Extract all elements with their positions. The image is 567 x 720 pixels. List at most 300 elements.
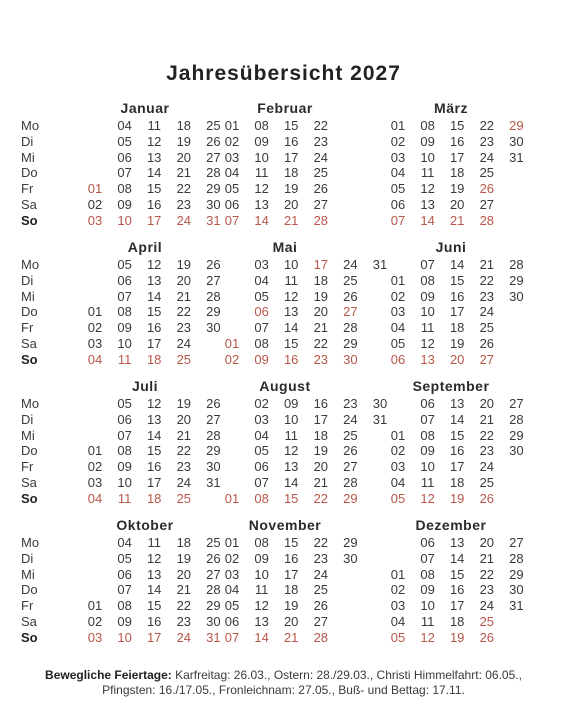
day-cell: 23 — [479, 582, 495, 598]
day-cell: 28 — [509, 411, 524, 427]
day-cell: 21 — [176, 427, 192, 443]
day-cell: 09 — [420, 133, 435, 149]
month-name: März — [434, 100, 468, 116]
day-cell: 20 — [176, 272, 192, 288]
day-cell: 01 — [224, 118, 240, 133]
day-cell: 14 — [254, 212, 269, 228]
day-cell: 11 — [147, 535, 161, 550]
day-cell: 13 — [146, 566, 162, 582]
day-cell: 08 — [254, 490, 269, 506]
month-name: Dezember — [415, 517, 487, 533]
day-cell: 08 — [254, 118, 269, 133]
day-cell: 16 — [146, 320, 162, 336]
day-cell: 14 — [254, 629, 269, 645]
day-cell: 09 — [117, 614, 132, 629]
day-cell: 18 — [176, 118, 192, 133]
day-cell: 13 — [146, 149, 162, 165]
day-cell: 27 — [479, 351, 495, 367]
day-cell: 29 — [509, 272, 524, 288]
day-cell: 12 — [146, 396, 162, 411]
month-2 — [336, 100, 526, 229]
day-cell: 25 — [313, 165, 329, 181]
day-cell: 10 — [117, 212, 132, 228]
weekday-label: Do — [21, 165, 38, 181]
day-cell: 05 — [117, 133, 132, 149]
day-cell: 27 — [313, 197, 329, 212]
day-cell: 26 — [206, 257, 221, 272]
day-cell: 06 — [117, 411, 132, 427]
day-cell: 08 — [254, 535, 269, 550]
month-11 — [336, 517, 526, 646]
day-cell: 17 — [283, 566, 299, 582]
weekday-label: Sa — [21, 614, 37, 629]
day-cell: 02 — [254, 396, 269, 411]
day-cell: 05 — [117, 550, 132, 566]
day-cell: 08 — [420, 272, 435, 288]
day-cell: 18 — [313, 272, 329, 288]
day-cell: 15 — [146, 443, 162, 459]
day-cell: 24 — [479, 459, 495, 475]
day-cell: 31 — [372, 257, 388, 272]
day-cell: 16 — [449, 133, 465, 149]
day-cell: 21 — [176, 288, 192, 304]
day-cell: 15 — [283, 535, 299, 550]
day-cell: 07 — [224, 629, 240, 645]
day-cell: 09 — [254, 351, 269, 367]
day-cell: 17 — [146, 336, 162, 351]
day-cell: 14 — [449, 411, 465, 427]
day-cell: 14 — [283, 475, 299, 490]
month-name: Juni — [435, 239, 467, 255]
day-cell: 13 — [283, 459, 299, 475]
day-cell: 09 — [420, 582, 435, 598]
day-cell: 15 — [146, 181, 162, 197]
day-cell: 08 — [420, 566, 435, 582]
day-cell: 23 — [343, 396, 358, 411]
weekday-label: So — [21, 212, 38, 228]
day-cell: 25 — [479, 320, 495, 336]
movable-holidays-note — [0, 668, 567, 698]
day-cell: 17 — [449, 459, 465, 475]
day-cell: 03 — [87, 336, 103, 351]
day-cell: 11 — [284, 427, 298, 443]
day-cell: 26 — [343, 288, 358, 304]
day-cell: 22 — [176, 181, 192, 197]
day-cell: 15 — [449, 118, 465, 133]
day-cell: 13 — [254, 197, 269, 212]
day-cell: 10 — [420, 149, 435, 165]
day-cell: 02 — [224, 550, 240, 566]
day-cell: 31 — [509, 149, 524, 165]
day-cell: 18 — [146, 490, 162, 506]
day-cell: 25 — [313, 582, 329, 598]
day-cell: 09 — [117, 197, 132, 212]
day-cell: 14 — [449, 550, 465, 566]
day-cell: 04 — [224, 165, 240, 181]
weekday-label: Mo — [21, 118, 40, 133]
day-cell: 17 — [283, 149, 299, 165]
day-cell: 17 — [313, 257, 329, 272]
day-cell: 27 — [343, 459, 358, 475]
day-cell: 19 — [313, 443, 329, 459]
day-cell: 11 — [254, 582, 269, 598]
day-cell: 12 — [420, 181, 435, 197]
day-cell: 20 — [283, 197, 299, 212]
day-cell: 14 — [146, 165, 162, 181]
day-cell: 15 — [146, 304, 162, 320]
weekday-label: Di — [21, 272, 34, 288]
day-cell: 19 — [176, 257, 192, 272]
day-cell: 07 — [390, 212, 406, 228]
day-cell: 19 — [176, 550, 192, 566]
weekday-label: Do — [21, 582, 38, 598]
weekday-label: Sa — [21, 336, 37, 351]
day-cell: 20 — [176, 411, 192, 427]
weekday-label: Mo — [21, 535, 40, 550]
day-cell: 04 — [117, 535, 132, 550]
day-cell: 14 — [146, 288, 162, 304]
day-cell: 24 — [313, 566, 329, 582]
day-cell: 23 — [313, 550, 329, 566]
day-cell: 09 — [283, 396, 299, 411]
day-cell: 27 — [206, 411, 221, 427]
day-cell: 12 — [420, 336, 435, 351]
day-cell: 01 — [390, 118, 406, 133]
day-cell: 25 — [343, 272, 358, 288]
day-cell: 24 — [343, 257, 358, 272]
day-cell: 12 — [254, 598, 269, 614]
day-cell: 19 — [449, 336, 465, 351]
day-cell: 03 — [254, 257, 269, 272]
day-cell: 17 — [146, 629, 162, 645]
day-cell: 21 — [479, 257, 495, 272]
day-cell: 26 — [206, 396, 221, 411]
day-cell: 05 — [390, 490, 406, 506]
day-cell: 07 — [117, 427, 132, 443]
weekday-label: Mi — [21, 566, 35, 582]
weekday-label: So — [21, 351, 38, 367]
day-cell: 08 — [420, 427, 435, 443]
day-cell: 14 — [146, 582, 162, 598]
day-cell: 23 — [176, 320, 192, 336]
day-cell: 26 — [313, 598, 329, 614]
day-cell: 06 — [390, 197, 406, 212]
day-cell: 21 — [479, 411, 495, 427]
day-cell: 01 — [224, 336, 240, 351]
day-cell: 25 — [479, 475, 495, 490]
day-cell: 03 — [224, 566, 240, 582]
day-cell: 04 — [87, 490, 103, 506]
day-cell: 31 — [206, 629, 221, 645]
day-cell: 18 — [146, 351, 162, 367]
movable-holidays-label: Bewegliche Feiertage: — [45, 668, 172, 682]
day-cell: 20 — [479, 396, 495, 411]
day-cell: 25 — [206, 118, 221, 133]
day-cell: 21 — [449, 212, 465, 228]
day-cell: 02 — [87, 197, 103, 212]
day-cell: 21 — [479, 550, 495, 566]
day-cell: 03 — [390, 149, 406, 165]
day-cell: 29 — [206, 443, 221, 459]
day-cell: 18 — [449, 320, 465, 336]
day-cell: 26 — [206, 550, 221, 566]
day-cell: 08 — [117, 181, 132, 197]
day-cell: 11 — [284, 272, 298, 288]
day-cell: 10 — [254, 566, 269, 582]
day-cell: 23 — [479, 288, 495, 304]
day-cell: 30 — [206, 459, 221, 475]
day-cell: 07 — [420, 257, 435, 272]
day-cell: 02 — [390, 443, 406, 459]
weekday-label: Mi — [21, 427, 35, 443]
day-cell: 17 — [146, 212, 162, 228]
day-cell: 16 — [449, 582, 465, 598]
day-cell: 23 — [176, 614, 192, 629]
month-7 — [170, 378, 388, 507]
day-cell: 09 — [420, 288, 435, 304]
weekday-label: Sa — [21, 475, 37, 490]
day-cell: 16 — [449, 288, 465, 304]
month-name: Juli — [131, 378, 159, 394]
movable-holidays-line-2: Pfingsten: 16./17.05., Fronleichnam: 27.05., Buß- und Bettag: 17.11. — [102, 683, 465, 697]
day-cell: 07 — [420, 411, 435, 427]
page-title: Jahresübersicht 2027 — [166, 62, 401, 85]
day-cell: 06 — [254, 459, 269, 475]
day-cell: 05 — [254, 288, 269, 304]
day-cell: 30 — [509, 288, 524, 304]
day-cell: 17 — [449, 304, 465, 320]
day-cell: 31 — [206, 212, 221, 228]
day-cell: 19 — [176, 133, 192, 149]
day-cell: 03 — [87, 629, 103, 645]
day-cell: 02 — [390, 133, 406, 149]
day-cell: 12 — [146, 133, 162, 149]
day-cell: 20 — [449, 351, 465, 367]
day-cell: 23 — [313, 351, 329, 367]
day-cell: 23 — [176, 197, 192, 212]
day-cell: 30 — [509, 133, 524, 149]
day-cell: 30 — [206, 614, 221, 629]
day-cell: 06 — [224, 614, 240, 629]
day-cell: 27 — [509, 396, 524, 411]
month-10 — [170, 517, 360, 646]
day-cell: 16 — [449, 443, 465, 459]
day-cell: 22 — [313, 118, 329, 133]
day-cell: 11 — [420, 475, 435, 490]
weekday-label: Fr — [21, 459, 34, 475]
day-cell: 22 — [479, 427, 495, 443]
day-cell: 05 — [390, 629, 406, 645]
day-cell: 02 — [390, 288, 406, 304]
day-cell: 15 — [283, 336, 299, 351]
day-cell: 11 — [420, 614, 435, 629]
day-cell: 04 — [390, 320, 406, 336]
day-cell: 12 — [146, 550, 162, 566]
day-cell: 14 — [283, 320, 299, 336]
day-cell: 25 — [479, 614, 495, 629]
day-cell: 01 — [390, 272, 406, 288]
day-cell: 20 — [313, 459, 329, 475]
day-cell: 21 — [313, 320, 329, 336]
day-cell: 29 — [206, 181, 221, 197]
day-cell: 22 — [313, 535, 329, 550]
day-cell: 02 — [87, 614, 103, 629]
day-cell: 19 — [449, 181, 465, 197]
day-cell: 25 — [206, 535, 221, 550]
day-cell: 28 — [509, 550, 524, 566]
day-cell: 20 — [176, 566, 192, 582]
day-cell: 11 — [254, 165, 269, 181]
month-name: Oktober — [116, 517, 174, 533]
day-cell: 22 — [176, 598, 192, 614]
day-cell: 31 — [372, 411, 388, 427]
day-cell: 10 — [117, 336, 132, 351]
day-cell: 12 — [420, 490, 435, 506]
day-cell: 26 — [313, 181, 329, 197]
day-cell: 29 — [206, 304, 221, 320]
day-cell: 08 — [117, 304, 132, 320]
day-cell: 01 — [87, 304, 103, 320]
day-cell: 27 — [206, 566, 221, 582]
day-cell: 04 — [390, 614, 406, 629]
weekday-label: So — [21, 490, 38, 506]
day-cell: 25 — [176, 490, 192, 506]
day-cell: 27 — [313, 614, 329, 629]
day-cell: 27 — [479, 197, 495, 212]
day-cell: 17 — [146, 475, 162, 490]
day-cell: 18 — [313, 427, 329, 443]
day-cell: 24 — [176, 475, 192, 490]
day-cell: 22 — [479, 272, 495, 288]
day-cell: 19 — [313, 288, 329, 304]
day-cell: 16 — [283, 351, 299, 367]
day-cell: 16 — [146, 459, 162, 475]
day-cell: 14 — [449, 257, 465, 272]
day-cell: 22 — [313, 490, 329, 506]
day-cell: 07 — [117, 582, 132, 598]
day-cell: 30 — [343, 550, 358, 566]
day-cell: 03 — [87, 212, 103, 228]
day-cell: 01 — [87, 181, 103, 197]
day-cell: 11 — [420, 320, 435, 336]
day-cell: 21 — [283, 212, 299, 228]
month-8 — [336, 378, 526, 507]
day-cell: 05 — [117, 396, 132, 411]
day-cell: 04 — [117, 118, 132, 133]
day-cell: 03 — [87, 475, 103, 490]
day-cell: 19 — [176, 396, 192, 411]
day-cell: 02 — [87, 459, 103, 475]
weekday-label: Mo — [21, 257, 40, 272]
day-cell: 08 — [117, 443, 132, 459]
day-cell: 10 — [420, 304, 435, 320]
day-cell: 16 — [283, 133, 299, 149]
day-cell: 04 — [254, 427, 269, 443]
day-cell: 22 — [313, 336, 329, 351]
day-cell: 02 — [224, 133, 240, 149]
weekday-label: Fr — [21, 598, 34, 614]
day-cell: 24 — [479, 304, 495, 320]
day-cell: 23 — [313, 133, 329, 149]
day-cell: 15 — [449, 566, 465, 582]
day-cell: 05 — [254, 443, 269, 459]
day-cell: 26 — [479, 336, 495, 351]
day-cell: 11 — [420, 165, 435, 181]
day-cell: 31 — [509, 598, 524, 614]
day-cell: 29 — [509, 566, 524, 582]
day-cell: 25 — [343, 427, 358, 443]
day-cell: 19 — [449, 629, 465, 645]
day-cell: 11 — [117, 351, 132, 367]
day-cell: 18 — [283, 582, 299, 598]
day-cell: 04 — [254, 272, 269, 288]
day-cell: 11 — [147, 118, 161, 133]
day-cell: 12 — [420, 629, 435, 645]
day-cell: 14 — [420, 212, 435, 228]
day-cell: 10 — [117, 475, 132, 490]
day-cell: 28 — [343, 320, 358, 336]
day-cell: 23 — [176, 459, 192, 475]
weekday-label: Fr — [21, 181, 34, 197]
weekday-label: Sa — [21, 197, 37, 212]
day-cell: 01 — [224, 535, 240, 550]
day-cell: 24 — [176, 336, 192, 351]
day-cell: 16 — [146, 614, 162, 629]
weekday-label: Di — [21, 411, 34, 427]
day-cell: 17 — [449, 598, 465, 614]
weekday-label: So — [21, 629, 38, 645]
day-cell: 23 — [479, 443, 495, 459]
day-cell: 17 — [449, 149, 465, 165]
day-cell: 21 — [176, 165, 192, 181]
day-cell: 28 — [206, 165, 221, 181]
day-cell: 18 — [176, 535, 192, 550]
day-cell: 09 — [254, 550, 269, 566]
day-cell: 13 — [449, 396, 465, 411]
weekday-label: Di — [21, 550, 34, 566]
day-cell: 16 — [146, 197, 162, 212]
day-cell: 08 — [420, 118, 435, 133]
day-cell: 01 — [390, 566, 406, 582]
day-cell: 26 — [206, 133, 221, 149]
day-cell: 15 — [449, 427, 465, 443]
day-cell: 23 — [479, 133, 495, 149]
day-cell: 29 — [343, 490, 358, 506]
day-cell: 20 — [313, 304, 329, 320]
day-cell: 22 — [176, 304, 192, 320]
day-cell: 19 — [283, 181, 299, 197]
month-5 — [336, 239, 526, 368]
day-cell: 29 — [509, 427, 524, 443]
day-cell: 07 — [224, 212, 240, 228]
day-cell: 02 — [224, 351, 240, 367]
day-cell: 18 — [449, 165, 465, 181]
day-cell: 19 — [283, 598, 299, 614]
day-cell: 06 — [117, 272, 132, 288]
day-cell: 29 — [343, 535, 358, 550]
day-cell: 28 — [343, 475, 358, 490]
day-cell: 12 — [146, 257, 162, 272]
day-cell: 30 — [509, 443, 524, 459]
day-cell: 10 — [420, 598, 435, 614]
day-cell: 05 — [224, 598, 240, 614]
day-cell: 28 — [206, 427, 221, 443]
day-cell: 20 — [176, 149, 192, 165]
day-cell: 06 — [254, 304, 269, 320]
day-cell: 09 — [254, 133, 269, 149]
day-cell: 10 — [117, 629, 132, 645]
day-cell: 13 — [146, 272, 162, 288]
